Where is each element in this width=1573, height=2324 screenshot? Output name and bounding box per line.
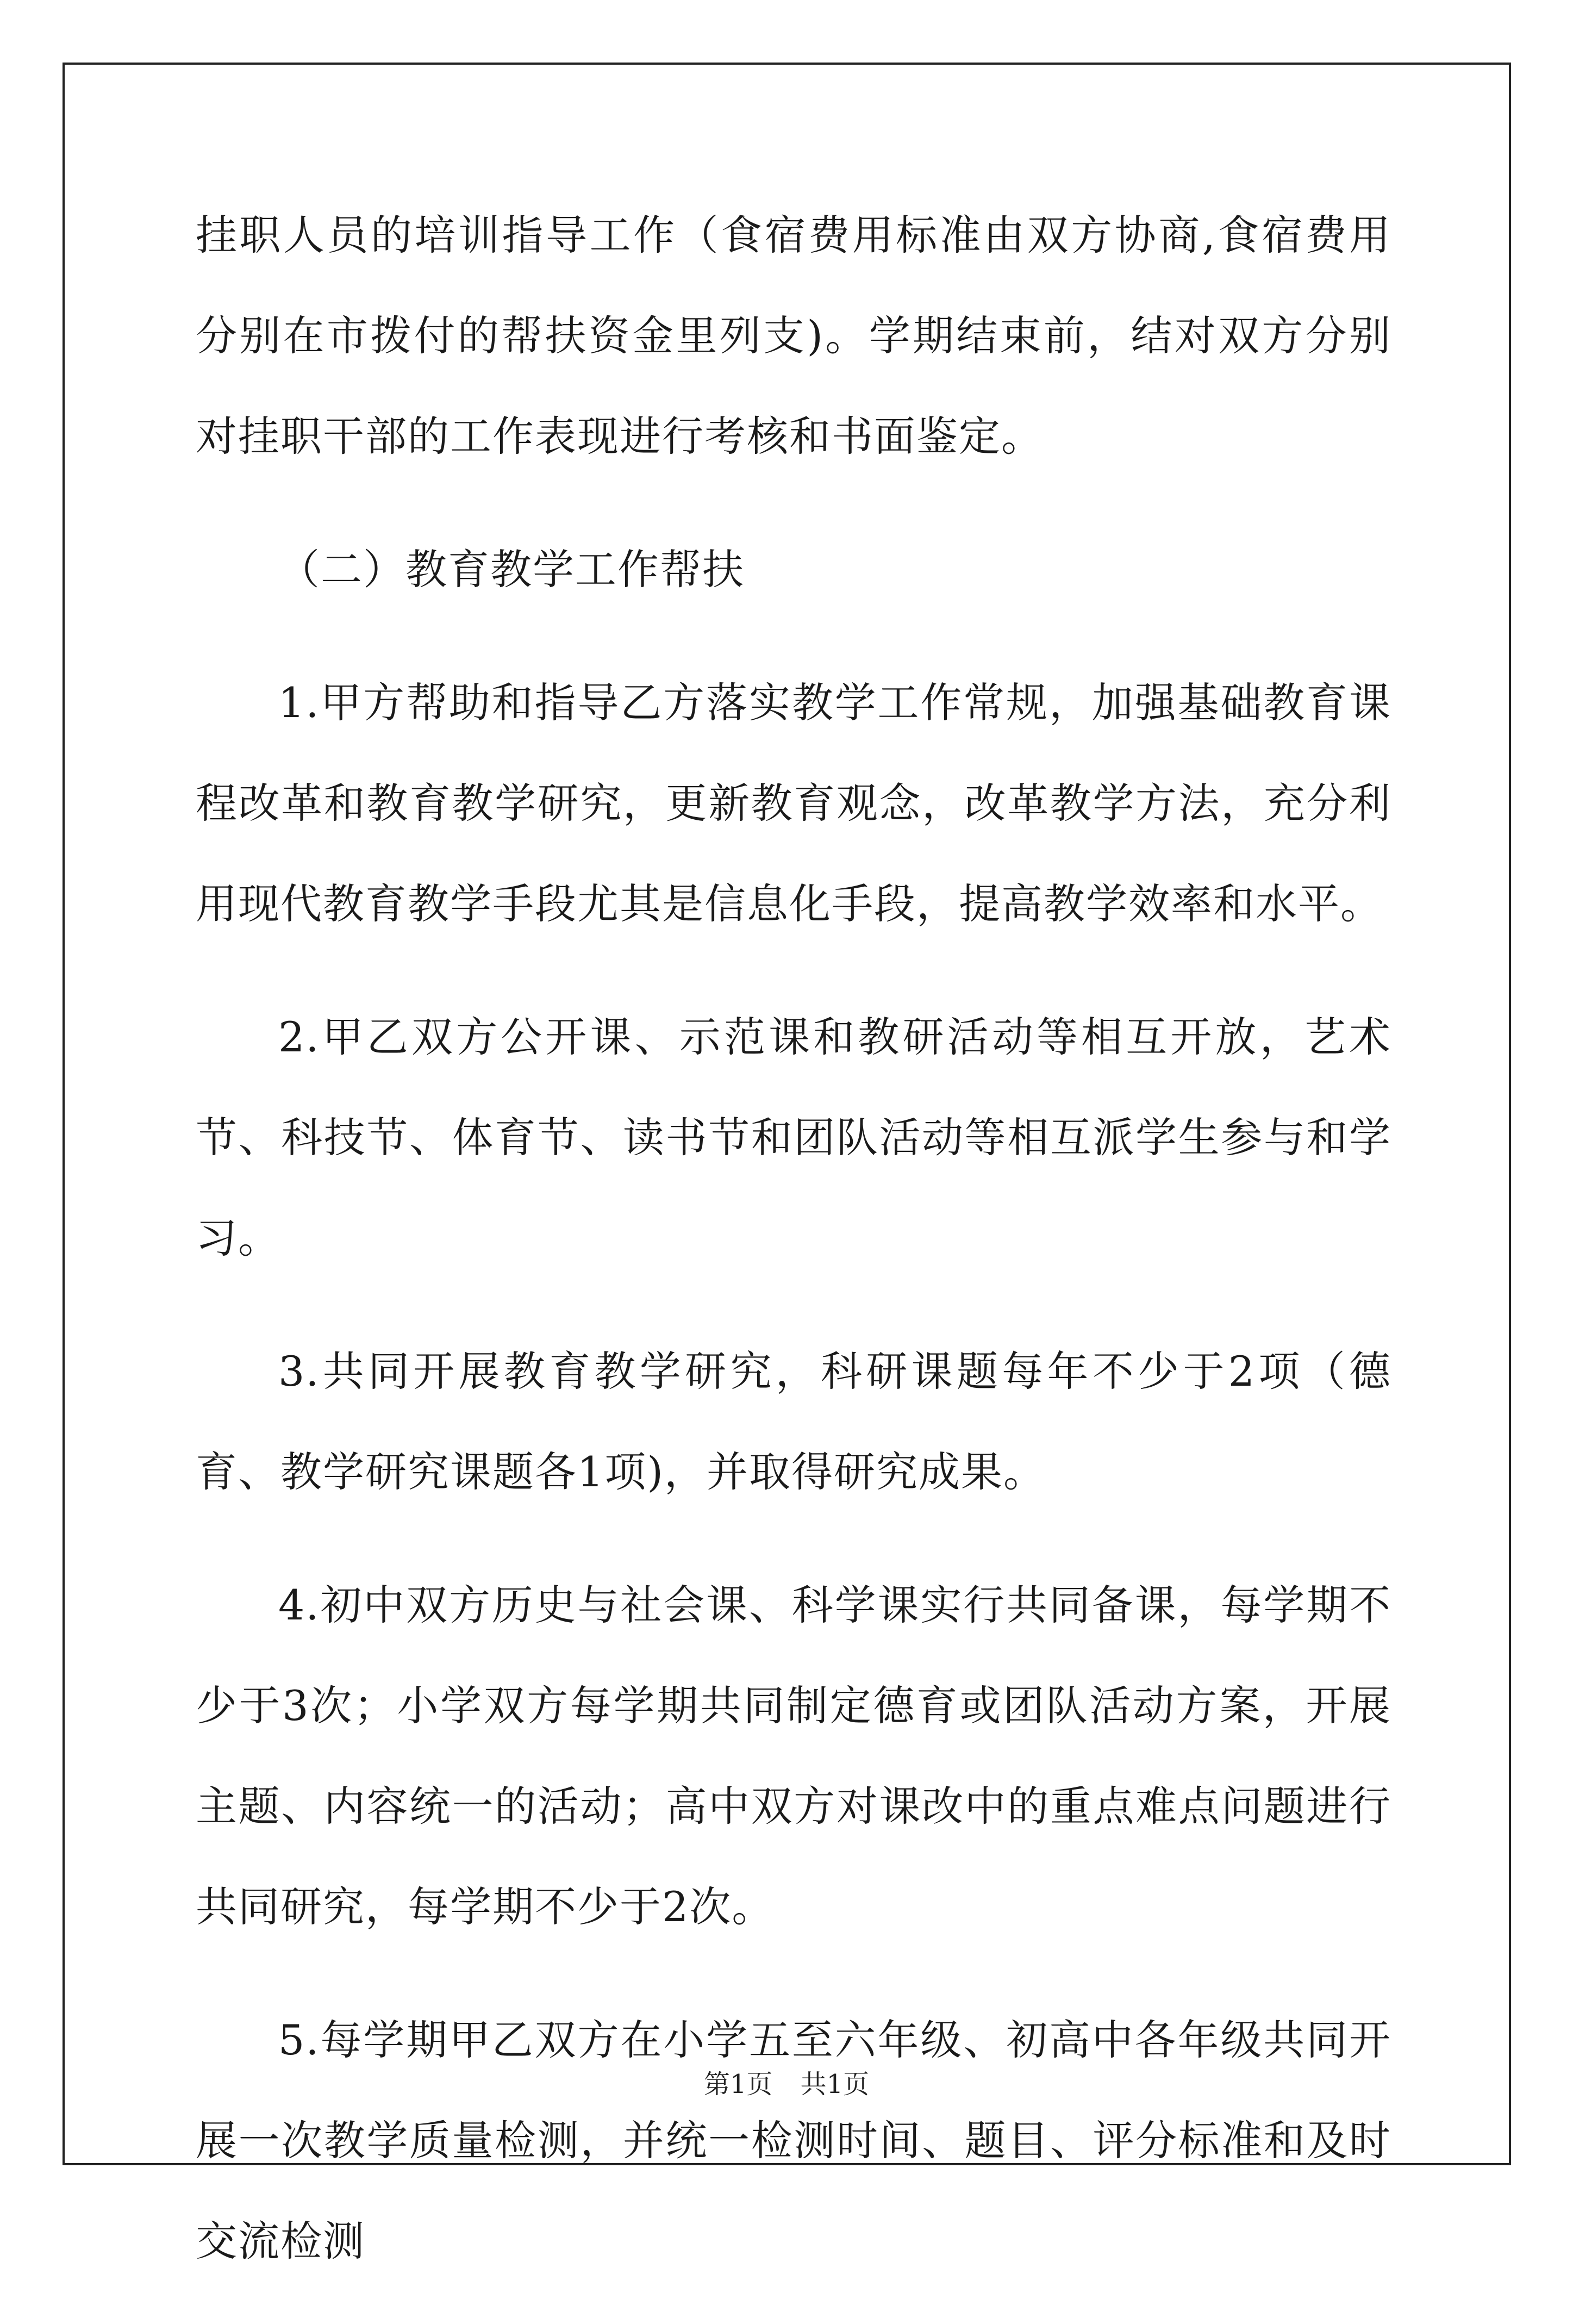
paragraph-item-2: 2.甲乙双方公开课、示范课和教研活动等相互开放，艺术节、科技节、体育节、读书节和团队活动等相互派学生参与和学习。 (196, 1013, 1391, 1262)
paragraph-item-5: 5.每学期甲乙双方在小学五至六年级、初高中各年级共同开展一次教学质量检测，并统一检测时间、题目、评分标准和及时交流检测 (196, 2016, 1391, 2265)
paragraph-1: 挂职人员的培训指导工作（食宿费用标准由双方协商,食宿费用分别在市拨付的帮扶资金里列支)。学期结束前，结对双方分别对挂职干部的工作表现进行考核和书面鉴定。 (196, 211, 1391, 460)
paragraph-item-3: 3.共同开展教育教学研究，科研课题每年不少于2项（德育、教学研究课题各1项)，并取得研究成果。 (196, 1347, 1391, 1496)
total-pages: 共1页 (800, 2069, 870, 2099)
page-footer (0, 2063, 1573, 2101)
paragraph-item-1: 1.甲方帮助和指导乙方落实教学工作常规，加强基础教育课程改革和教育教学研究，更新教育观念，改革教学方法，充分利用现代教育教学手段尤其是信息化手段，提高教学效率和水平。 (196, 678, 1391, 928)
section-heading: （二）教育教学工作帮扶 (278, 545, 745, 594)
paragraph-item-4: 4.初中双方历史与社会课、科学课实行共同备课，每学期不少于3次；小学双方每学期共同制定德育或团队活动方案，开展主题、内容统一的活动；高中双方对课改中的重点难点问题进行共同研究，每学期不少于2次。 (196, 1581, 1391, 1931)
page-number: 第1页 (703, 2069, 773, 2099)
document-body (196, 185, 1391, 2324)
